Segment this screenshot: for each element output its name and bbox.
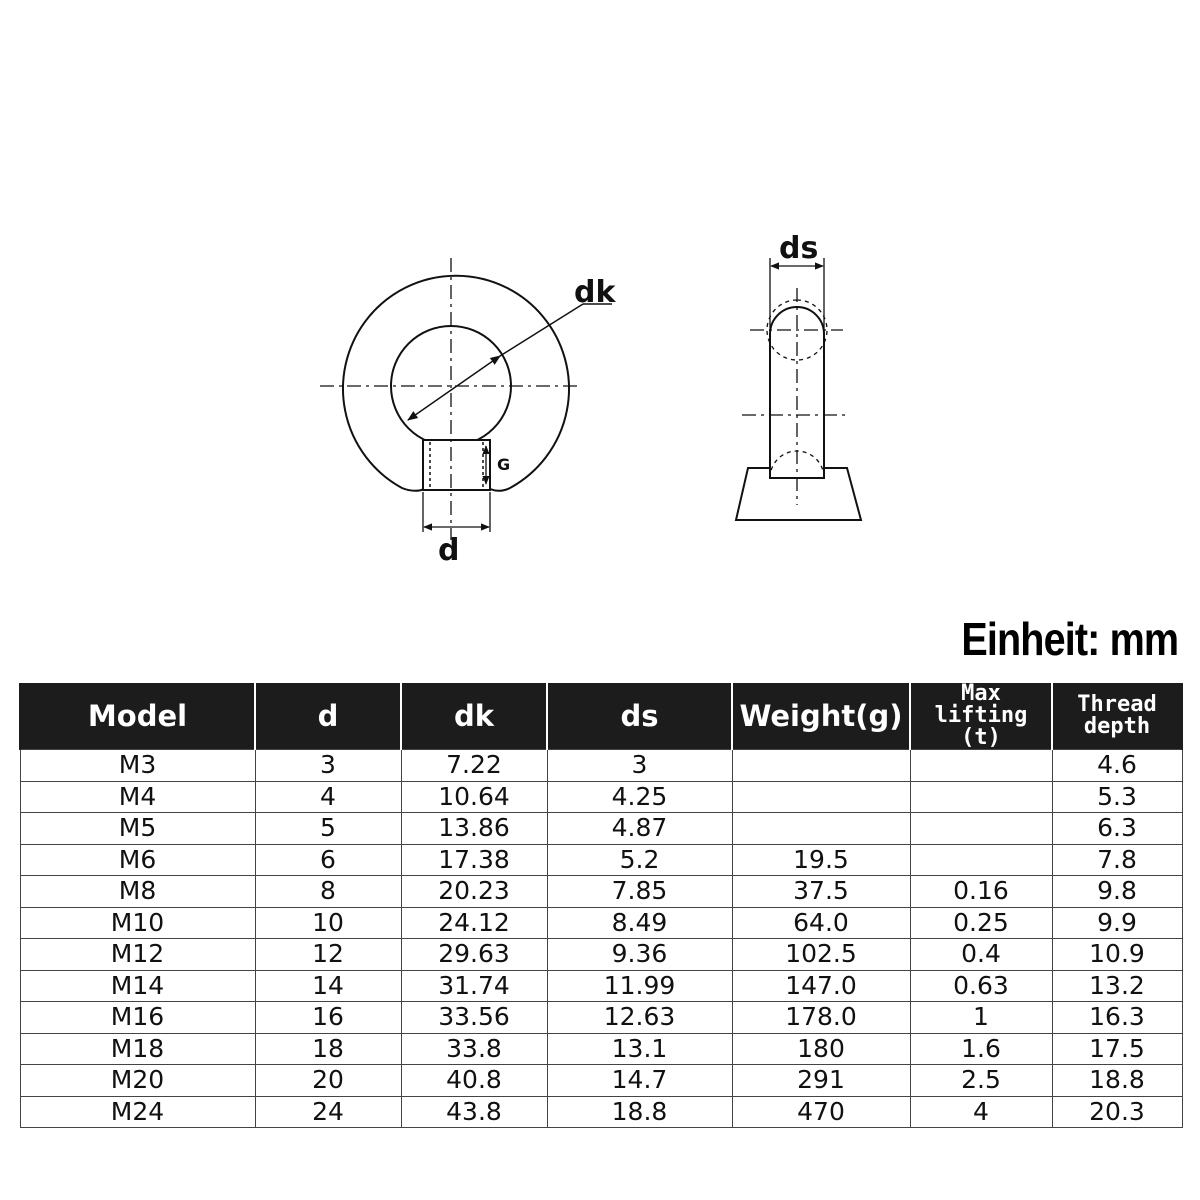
- cell-thread-depth: 18.8: [1052, 1065, 1182, 1097]
- cell-model: M14: [20, 970, 255, 1002]
- cell-dk: 40.8: [401, 1065, 547, 1097]
- side-view: [736, 258, 861, 520]
- cell-thread-depth: 13.2: [1052, 970, 1182, 1002]
- cell-max-lifting: 0.4: [910, 939, 1052, 971]
- cell-ds: 4.25: [547, 781, 732, 813]
- table-header-row: [20, 683, 1182, 750]
- cell-thread-depth: 5.3: [1052, 781, 1182, 813]
- header-ds: ds: [547, 683, 732, 750]
- cell-thread-depth: 4.6: [1052, 750, 1182, 782]
- cell-ds: 4.87: [547, 813, 732, 845]
- threaded-neck: [423, 440, 490, 490]
- cell-max-lifting: [910, 781, 1052, 813]
- cell-model: M18: [20, 1033, 255, 1065]
- cell-d: 18: [255, 1033, 401, 1065]
- cell-d: 6: [255, 844, 401, 876]
- table-row: [20, 844, 1182, 876]
- table-row: [20, 1096, 1182, 1128]
- cell-dk: 13.86: [401, 813, 547, 845]
- header-max-lifting: Max lifting (t): [910, 683, 1052, 750]
- cell-d: 20: [255, 1065, 401, 1097]
- cell-max-lifting: [910, 750, 1052, 782]
- g-label: G: [497, 455, 511, 474]
- cell-d: 4: [255, 781, 401, 813]
- cell-dk: 43.8: [401, 1096, 547, 1128]
- cell-model: M8: [20, 876, 255, 908]
- cell-model: M16: [20, 1002, 255, 1034]
- cell-weight: 291: [732, 1065, 910, 1097]
- cell-model: M12: [20, 939, 255, 971]
- cell-weight: 64.0: [732, 907, 910, 939]
- table-row: [20, 939, 1182, 971]
- cell-ds: 11.99: [547, 970, 732, 1002]
- specification-table: [19, 683, 1183, 1128]
- cell-thread-depth: 16.3: [1052, 1002, 1182, 1034]
- cell-weight: [732, 781, 910, 813]
- cell-model: M10: [20, 907, 255, 939]
- cell-ds: 18.8: [547, 1096, 732, 1128]
- cell-max-lifting: 4: [910, 1096, 1052, 1128]
- cell-d: 16: [255, 1002, 401, 1034]
- cell-dk: 20.23: [401, 876, 547, 908]
- cell-d: 12: [255, 939, 401, 971]
- cell-max-lifting: 0.63: [910, 970, 1052, 1002]
- cell-max-lifting: 2.5: [910, 1065, 1052, 1097]
- cell-dk: 17.38: [401, 844, 547, 876]
- cell-model: M24: [20, 1096, 255, 1128]
- front-view: [320, 258, 612, 540]
- cell-weight: 19.5: [732, 844, 910, 876]
- cell-max-lifting: 0.25: [910, 907, 1052, 939]
- cell-model: M5: [20, 813, 255, 845]
- cell-max-lifting: [910, 813, 1052, 845]
- header-model: Model: [20, 683, 255, 750]
- cell-thread-depth: 7.8: [1052, 844, 1182, 876]
- header-thread-depth: Thread depth: [1052, 683, 1182, 750]
- dk-label: dk: [574, 275, 616, 310]
- cell-model: M6: [20, 844, 255, 876]
- cell-weight: [732, 750, 910, 782]
- cell-d: 3: [255, 750, 401, 782]
- cell-weight: 147.0: [732, 970, 910, 1002]
- cell-thread-depth: 9.9: [1052, 907, 1182, 939]
- cell-model: M20: [20, 1065, 255, 1097]
- cell-thread-depth: 9.8: [1052, 876, 1182, 908]
- table-row: [20, 876, 1182, 908]
- cell-weight: 102.5: [732, 939, 910, 971]
- cell-ds: 12.63: [547, 1002, 732, 1034]
- cell-weight: 37.5: [732, 876, 910, 908]
- cell-thread-depth: 10.9: [1052, 939, 1182, 971]
- cell-thread-depth: 20.3: [1052, 1096, 1182, 1128]
- table-row: [20, 813, 1182, 845]
- cell-ds: 3: [547, 750, 732, 782]
- cell-max-lifting: 0.16: [910, 876, 1052, 908]
- cell-dk: 29.63: [401, 939, 547, 971]
- cell-d: 10: [255, 907, 401, 939]
- cell-max-lifting: 1: [910, 1002, 1052, 1034]
- cell-d: 5: [255, 813, 401, 845]
- cell-weight: 470: [732, 1096, 910, 1128]
- cell-dk: 33.56: [401, 1002, 547, 1034]
- cell-ds: 7.85: [547, 876, 732, 908]
- table-body: [20, 750, 1182, 1128]
- cell-ds: 5.2: [547, 844, 732, 876]
- cell-ds: 9.36: [547, 939, 732, 971]
- cell-ds: 8.49: [547, 907, 732, 939]
- table-row: [20, 781, 1182, 813]
- table-row: [20, 970, 1182, 1002]
- cell-dk: 10.64: [401, 781, 547, 813]
- cell-weight: [732, 813, 910, 845]
- unit-label: Einheit: mm: [961, 613, 1178, 665]
- header-dk: dk: [401, 683, 547, 750]
- cell-ds: 14.7: [547, 1065, 732, 1097]
- header-weight: Weight(g): [732, 683, 910, 750]
- table-row: [20, 1065, 1182, 1097]
- cell-dk: 24.12: [401, 907, 547, 939]
- cell-d: 24: [255, 1096, 401, 1128]
- table-row: [20, 1002, 1182, 1034]
- header-d: d: [255, 683, 401, 750]
- cell-d: 8: [255, 876, 401, 908]
- cell-model: M4: [20, 781, 255, 813]
- table-row: [20, 750, 1182, 782]
- cell-max-lifting: 1.6: [910, 1033, 1052, 1065]
- cell-dk: 33.8: [401, 1033, 547, 1065]
- cell-ds: 13.1: [547, 1033, 732, 1065]
- cell-thread-depth: 17.5: [1052, 1033, 1182, 1065]
- cell-weight: 180: [732, 1033, 910, 1065]
- cell-thread-depth: 6.3: [1052, 813, 1182, 845]
- cell-model: M3: [20, 750, 255, 782]
- cell-d: 14: [255, 970, 401, 1002]
- ds-label: ds: [779, 231, 819, 266]
- d-label: d: [438, 533, 460, 568]
- table-row: [20, 907, 1182, 939]
- cell-max-lifting: [910, 844, 1052, 876]
- cell-dk: 7.22: [401, 750, 547, 782]
- table-row: [20, 1033, 1182, 1065]
- cell-dk: 31.74: [401, 970, 547, 1002]
- cell-weight: 178.0: [732, 1002, 910, 1034]
